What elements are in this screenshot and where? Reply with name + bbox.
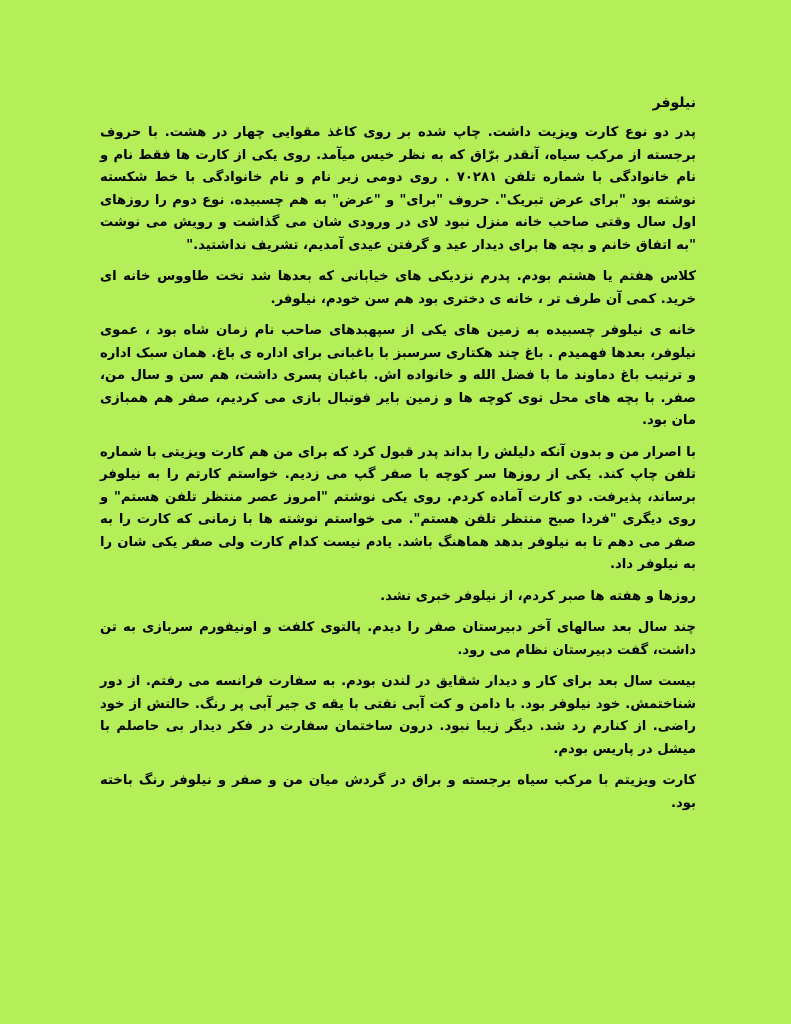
- paragraph-7: بیست سال بعد برای کار و دیدار شقایق در لندن بودم. به سفارت فرانسه می رفتم. از دور شناختمش. خود نیلوفر بود. با دامن و کت آبی نفتی با یقه ی جیر آبی پر رنگ. حالتش از خود راضی. از کنارم رد شد. دیگر زیبا نبود. درون ساختمان سفارت در فکر دیدار بی حاصلم با میشل در پاریس بودم.: [100, 674, 696, 757]
- document-page: [100, 92, 696, 824]
- document-title: نیلوفر: [652, 95, 696, 111]
- paragraph-8: کارت ویزیتم با مرکب سیاه برجسته و براق در گردش میان من و صفر و نیلوفر رنگ باخته بود.: [100, 773, 696, 811]
- paragraph-2: کلاس هفتم یا هشتم بودم. پدرم نزدیکی های خیابانی که بعدها شد تخت طاووس خانه ای خرید. کمی آن طرف تر ، خانه ی دختری بود هم سن خودم، نیلوفر.: [100, 269, 696, 307]
- paragraph-6: چند سال بعد سالهای آخر دبیرستان صفر را دیدم. پالتوی کلفت و اونیفورم سربازی به تن داشت، گفت دبیرستان نظام می رود.: [100, 620, 696, 658]
- paragraph-4: با اصرار من و بدون آنکه دلیلش را بداند پدر قبول کرد که برای من هم کارت ویزیتی با شماره تلفن چاپ کند. یکی از روزها سر کوچه با صفر گپ می زدیم. خواستم کارتم را به نیلوفر برساند، پذیرفت. دو کارت آماده کردم. روی یکی نوشتم "امروز عصر منتظر تلفن هستم" و روی دیگری "فردا صبح منتظر تلفن هستم". می خواستم نوشته ها با زمانی که کارت را به صفر می دهم تا به نیلوفر بدهد هماهنگ باشد. یادم نیست کدام کارت ولی صفر یکی شان را به نیلوفر داد.: [100, 444, 696, 572]
- paragraph-3: خانه ی نیلوفر چسبیده به زمین های یکی از سپهبدهای صاحب نام زمان شاه بود ، عموی نیلوفر، بعدها فهمیدم . باغ چند هکتاری سرسبز با باغبانی برای اداره ی باغ. همان سبک اداره و ترتیب باغ دماوند ما با فضل الله و خانواده اش. باغبان پسری داشت، هم سن و سال من، صفر. با بچه های محل توی کوچه ها و زمین بایر فوتبال بازی می کردیم، صفر هم همبازی مان بود.: [100, 323, 696, 428]
- paragraph-1: پدر دو نوع کارت ویزیت داشت. چاپ شده بر روی کاغذ مقوایی چهار در هشت. با حروف برجسته از مرکب سیاه، آنقدر برّاق که به نظر خیس میآمد. روی یکی از کارت ها فقط نام و نام خانوادگی با شماره تلفن ۷۰۲۸۱ . روی دومی زیر نام و نام خانوادگی با خط شکسته نوشته بود "برای عرض تبریک". حروف "برای" و "عرض" به هم چسبیده. نوع دوم را روزهای اول سال وقتی صاحب خانه منزل نبود لای در ورودی شان می گذاشت و رویش می نوشت "به اتفاق خانم و بچه ها برای دیدار عید و گرفتن عیدی آمدیم، تشریف نداشتید.": [100, 125, 696, 253]
- paragraph-5: روزها و هفته ها صبر کردم، از نیلوفر خبری نشد.: [380, 588, 696, 604]
